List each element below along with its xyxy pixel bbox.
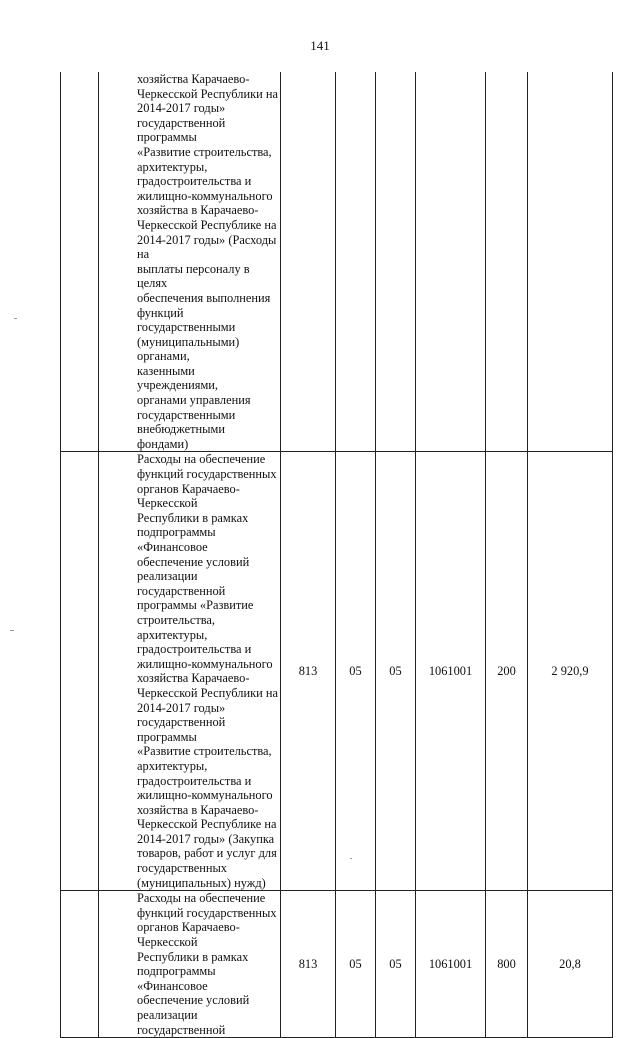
target-article-cell: 1061001 xyxy=(416,452,486,891)
ministry-code-cell: 813 xyxy=(281,891,336,1038)
table-row xyxy=(61,72,613,452)
description-cell: Расходы на обеспечение функций государственных органов Карачаево-Черкесской Республики в рамках подпрограммы «Финансовое обеспечение условий реализации государственной программы «Развитие строительства, архитектуры, градостроительства и жилищно-коммунального хозяйства Карачаево- Черкесской Республики на 2014-2017 годы» государственной программы «Развитие строительства, архитектуры, градостроительства и жилищно-коммунального хозяйства в Карачаево- Черкесской Республике на 2014-2017 годы» (Закупка товаров, работ и услуг для государственных (муниципальных) нужд) xyxy=(99,452,281,891)
scan-mark xyxy=(350,858,352,859)
subsection-cell xyxy=(376,72,416,452)
description-cell: хозяйства Карачаево- Черкесской Республики на 2014-2017 годы» государственной программы «Развитие строительства, архитектуры, градостроительства и жилищно-коммунального хозяйства в Карачаево- Черкесской Республике на 2014-2017 годы» (Расходы на выплаты персоналу в целях обеспечения выполнения функций государственными (муниципальными) органами, казенными учреждениями, органами управления государственными внебюджетными фондами) xyxy=(99,72,281,452)
budget-table xyxy=(60,72,613,1038)
amount-cell: 2 920,9 xyxy=(528,452,613,891)
subsection-cell: 05 xyxy=(376,452,416,891)
page-number: 141 xyxy=(310,38,330,53)
ministry-code-cell xyxy=(281,72,336,452)
target-article-cell: 1061001 xyxy=(416,891,486,1038)
amount-cell xyxy=(528,72,613,452)
table-row xyxy=(61,452,613,891)
section-cell: 05 xyxy=(336,452,376,891)
table-row xyxy=(61,891,613,1038)
row-number-cell xyxy=(61,452,99,891)
row-number-cell xyxy=(61,891,99,1038)
target-article-cell xyxy=(416,72,486,452)
row-number-cell xyxy=(61,72,99,452)
amount-cell: 20,8 xyxy=(528,891,613,1038)
subsection-cell: 05 xyxy=(376,891,416,1038)
section-cell xyxy=(336,72,376,452)
scan-mark xyxy=(10,630,14,631)
section-cell: 05 xyxy=(336,891,376,1038)
description-cell: Расходы на обеспечение функций государственных органов Карачаево-Черкесской Республики в рамках подпрограммы «Финансовое обеспечение условий реализации государственной xyxy=(99,891,281,1038)
expense-type-cell xyxy=(486,72,528,452)
expense-type-cell: 800 xyxy=(486,891,528,1038)
expense-type-cell: 200 xyxy=(486,452,528,891)
scan-mark xyxy=(14,318,17,319)
ministry-code-cell: 813 xyxy=(281,452,336,891)
